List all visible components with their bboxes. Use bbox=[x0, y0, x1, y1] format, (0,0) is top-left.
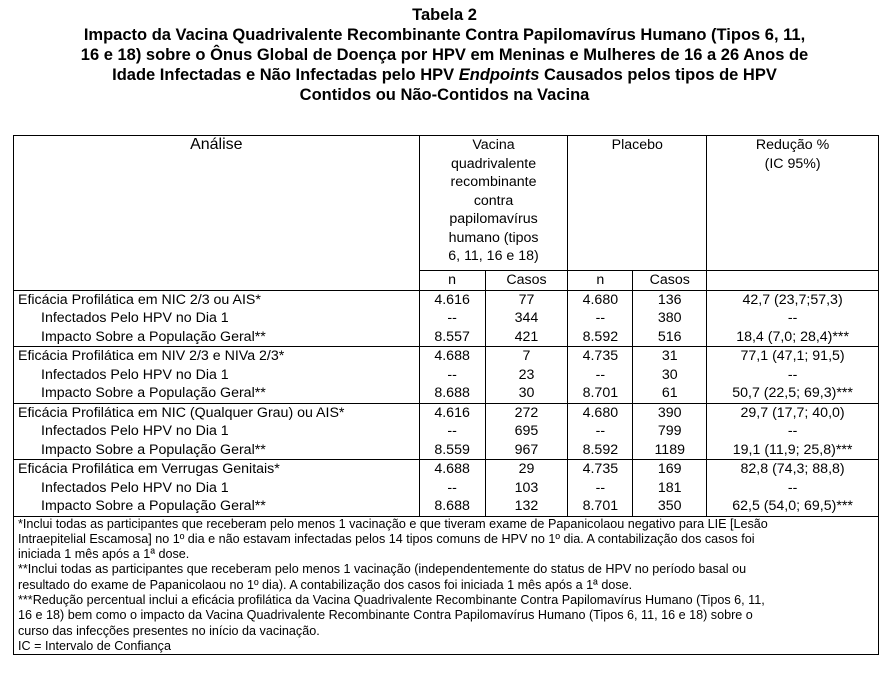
row-value: 967 bbox=[514, 441, 539, 458]
footnote-line: iniciada 1 mês após a 1ª dose. bbox=[18, 547, 190, 562]
title-line-3 bbox=[0, 65, 889, 85]
row-value: -- bbox=[595, 310, 606, 326]
row-value: 8.688 bbox=[434, 498, 470, 514]
row-label: Infectados Pelo HPV no Dia 1 bbox=[41, 310, 229, 326]
group-cell-vc bbox=[485, 347, 568, 404]
header-vacina-line: Vacina bbox=[472, 137, 515, 153]
row-value: 8.557 bbox=[434, 328, 470, 345]
group-cell-pc bbox=[633, 290, 707, 347]
row-value: 4.735 bbox=[582, 348, 619, 364]
row-value: 7 bbox=[522, 348, 531, 364]
row-value: 8.592 bbox=[582, 441, 619, 458]
row-value: -- bbox=[595, 479, 606, 496]
title-line-3-italic: Endpoints bbox=[458, 66, 540, 84]
header-placebo: Placebo bbox=[568, 136, 707, 271]
row-label: Infectados Pelo HPV no Dia 1 bbox=[41, 366, 229, 383]
group-cell-label bbox=[14, 347, 420, 404]
row-value: 29,7 (17,7; 40,0) bbox=[740, 404, 845, 421]
title-line-1: Impacto da Vacina Quadrivalente Recombinante Contra Papilomavírus Humano (Tipos 6, 11, bbox=[83, 26, 806, 44]
footnote-line: *Inclui todas as participantes que receberam pelo menos 1 vacinação e que tiveram exame de Papanicolaou negativo para LIE [Lesão bbox=[18, 516, 768, 531]
row-label: Infectados Pelo HPV no Dia 1 bbox=[41, 423, 229, 439]
subheader-vacina-n: n bbox=[419, 271, 485, 291]
header-vacina-line: 6, 11, 16 e 18) bbox=[448, 248, 539, 264]
row-value: 516 bbox=[657, 328, 682, 345]
groups-body bbox=[14, 290, 879, 516]
row-value: 82,8 (74,3; 88,8) bbox=[740, 461, 845, 477]
row-value: 4.688 bbox=[434, 461, 470, 477]
subheader-vacina-casos: Casos bbox=[485, 271, 568, 291]
row-label: Infectados Pelo HPV no Dia 1 bbox=[41, 479, 229, 496]
row-value: 4.688 bbox=[434, 348, 470, 364]
group-cell-vn bbox=[419, 290, 485, 347]
results-table bbox=[13, 135, 879, 655]
footnote-line: 16 e 18) bem como o impacto da Vacina Quadrivalente Recombinante Contra Papilomavírus Humano (Tipos 6, 11, 16 e 18) sobre o bbox=[18, 608, 753, 623]
row-value: 272 bbox=[514, 404, 539, 421]
table-row-group bbox=[14, 290, 879, 347]
row-value: 103 bbox=[514, 479, 539, 496]
row-value: 8.592 bbox=[582, 328, 619, 345]
row-value: -- bbox=[447, 366, 457, 383]
row-value: -- bbox=[787, 366, 798, 383]
header-reducao-line: Redução % bbox=[755, 137, 830, 153]
group-cell-pc bbox=[633, 347, 707, 404]
group-cell-pc bbox=[633, 403, 707, 460]
footnote-line: IC = Intervalo de Confiança bbox=[18, 638, 171, 653]
subheader-placebo-n: n bbox=[568, 271, 633, 291]
group-cell-red bbox=[707, 290, 879, 347]
row-value: 181 bbox=[657, 479, 682, 496]
row-value: 1189 bbox=[654, 441, 685, 458]
row-value: 4.680 bbox=[582, 291, 619, 308]
header-vacina-line: quadrivalente bbox=[450, 155, 537, 172]
row-value: 344 bbox=[514, 310, 539, 326]
row-value: 380 bbox=[657, 310, 682, 326]
row-label: Impacto Sobre a População Geral** bbox=[41, 328, 266, 345]
row-value: 132 bbox=[514, 498, 539, 514]
row-value: 350 bbox=[657, 498, 682, 514]
title-line-3c: Causados pelos tipos de HPV bbox=[539, 66, 777, 84]
table-row-group bbox=[14, 347, 879, 404]
footnote-line: Intraepitelial Escamosa] no 1º dia e não estavam infectadas pelos 14 tipos comuns de HPV no 1º dia. A contabilização dos casos foi bbox=[18, 531, 755, 546]
row-value: 169 bbox=[657, 461, 682, 477]
group-cell-red bbox=[707, 403, 879, 460]
row-label: Impacto Sobre a População Geral** bbox=[41, 385, 266, 401]
row-label: Eficácia Profilática em NIV 2/3 e NIVa 2/3* bbox=[18, 348, 285, 364]
row-label: Impacto Sobre a População Geral** bbox=[41, 498, 266, 514]
subheader-reducao-empty bbox=[707, 271, 879, 291]
table-row-group bbox=[14, 403, 879, 460]
header-row bbox=[14, 136, 879, 271]
row-value: -- bbox=[447, 479, 457, 496]
row-value: 8.701 bbox=[582, 498, 619, 514]
row-value: 4.616 bbox=[434, 291, 470, 308]
header-vacina bbox=[419, 136, 568, 271]
footnote-line: resultado do exame de Papanicolaou no 1º dia). A contabilização dos casos foi iniciada 1 mês após a 1ª dose. bbox=[18, 577, 633, 592]
table-row-group bbox=[14, 460, 879, 517]
group-cell-label bbox=[14, 290, 420, 347]
group-cell-pn bbox=[568, 347, 633, 404]
row-value: 8.559 bbox=[434, 441, 470, 458]
group-cell-label bbox=[14, 460, 420, 517]
footnote-line: **Inclui todas as participantes que receberam pelo menos 1 vacinação (independentemente do status de HPV no período basal ou bbox=[18, 562, 747, 577]
title-line-4: Contidos ou Não-Contidos na Vacina bbox=[299, 86, 590, 104]
row-value: 31 bbox=[661, 348, 678, 364]
row-label: Eficácia Profilática em NIC (Qualquer Grau) ou AIS* bbox=[18, 404, 345, 421]
header-vacina-line: contra bbox=[473, 192, 514, 209]
table-heading: Tabela 2 bbox=[412, 6, 477, 24]
row-value: 4.735 bbox=[582, 461, 619, 477]
row-value: -- bbox=[595, 423, 606, 439]
row-value: -- bbox=[787, 310, 798, 326]
row-value: -- bbox=[595, 366, 606, 383]
row-label: Eficácia Profilática em NIC 2/3 ou AIS* bbox=[18, 291, 261, 308]
row-value: 50,7 (22,5; 69,3)*** bbox=[732, 385, 853, 401]
group-cell-vn bbox=[419, 460, 485, 517]
group-cell-vn bbox=[419, 347, 485, 404]
subheader-placebo-casos: Casos bbox=[633, 271, 707, 291]
table-title bbox=[0, 0, 889, 105]
row-value: -- bbox=[787, 423, 798, 439]
row-value: 4.680 bbox=[582, 404, 619, 421]
footnote-line: ***Redução percentual inclui a eficácia profilática da Vacina Quadrivalente Recombinante Contra Papilomavírus Humano (Tipos 6, 11, bbox=[18, 592, 765, 607]
row-value: 8.688 bbox=[434, 385, 470, 401]
row-value: 42,7 (23,7;57,3) bbox=[742, 291, 843, 308]
group-cell-red bbox=[707, 347, 879, 404]
header-reducao bbox=[707, 136, 879, 271]
row-value: -- bbox=[447, 423, 457, 439]
group-cell-pn bbox=[568, 290, 633, 347]
header-vacina-line: recombinante bbox=[450, 174, 537, 190]
row-value: 77,1 (47,1; 91,5) bbox=[740, 348, 845, 364]
row-value: -- bbox=[787, 479, 798, 496]
row-value: 30 bbox=[518, 385, 535, 401]
group-cell-label bbox=[14, 403, 420, 460]
footnotes-row bbox=[14, 516, 879, 655]
group-cell-vc bbox=[485, 290, 568, 347]
header-vacina-line: humano (tipos bbox=[448, 229, 539, 246]
row-value: 19,1 (11,9; 25,8)*** bbox=[732, 441, 853, 458]
row-value: 77 bbox=[518, 291, 535, 308]
row-value: 421 bbox=[514, 328, 539, 345]
row-value: 799 bbox=[657, 423, 682, 439]
footnotes bbox=[14, 516, 879, 655]
row-value: 18,4 (7,0; 28,4)*** bbox=[736, 328, 849, 345]
group-cell-pc bbox=[633, 460, 707, 517]
row-value: 62,5 (54,0; 69,5)*** bbox=[732, 498, 853, 514]
row-label: Eficácia Profilática em Verrugas Genitais* bbox=[18, 461, 280, 477]
row-value: 30 bbox=[661, 366, 678, 383]
row-value: 29 bbox=[518, 461, 535, 477]
row-value: 695 bbox=[514, 423, 539, 439]
group-cell-pn bbox=[568, 403, 633, 460]
header-vacina-line: papilomavírus bbox=[449, 211, 538, 227]
group-cell-vc bbox=[485, 460, 568, 517]
row-value: 61 bbox=[661, 385, 678, 401]
group-cell-pn bbox=[568, 460, 633, 517]
group-cell-vc bbox=[485, 403, 568, 460]
row-value: 390 bbox=[657, 404, 682, 421]
row-label: Impacto Sobre a População Geral** bbox=[41, 441, 266, 458]
group-cell-vn bbox=[419, 403, 485, 460]
row-value: -- bbox=[447, 310, 457, 326]
title-line-2: 16 e 18) sobre o Ônus Global de Doença por HPV em Meninas e Mulheres de 16 a 26 Anos de bbox=[80, 46, 809, 64]
row-value: 8.701 bbox=[582, 385, 619, 401]
title-line-3a: Idade Infectadas e Não Infectadas pelo HPV bbox=[112, 66, 459, 84]
group-cell-red bbox=[707, 460, 879, 517]
row-value: 23 bbox=[518, 366, 535, 383]
header-reducao-line: (IC 95%) bbox=[764, 155, 821, 172]
footnote-line: curso das infecções presentes no início da vacinação. bbox=[18, 623, 320, 638]
row-value: 136 bbox=[657, 291, 682, 308]
row-value: 4.616 bbox=[434, 404, 470, 421]
header-analise: Análise bbox=[14, 136, 420, 291]
